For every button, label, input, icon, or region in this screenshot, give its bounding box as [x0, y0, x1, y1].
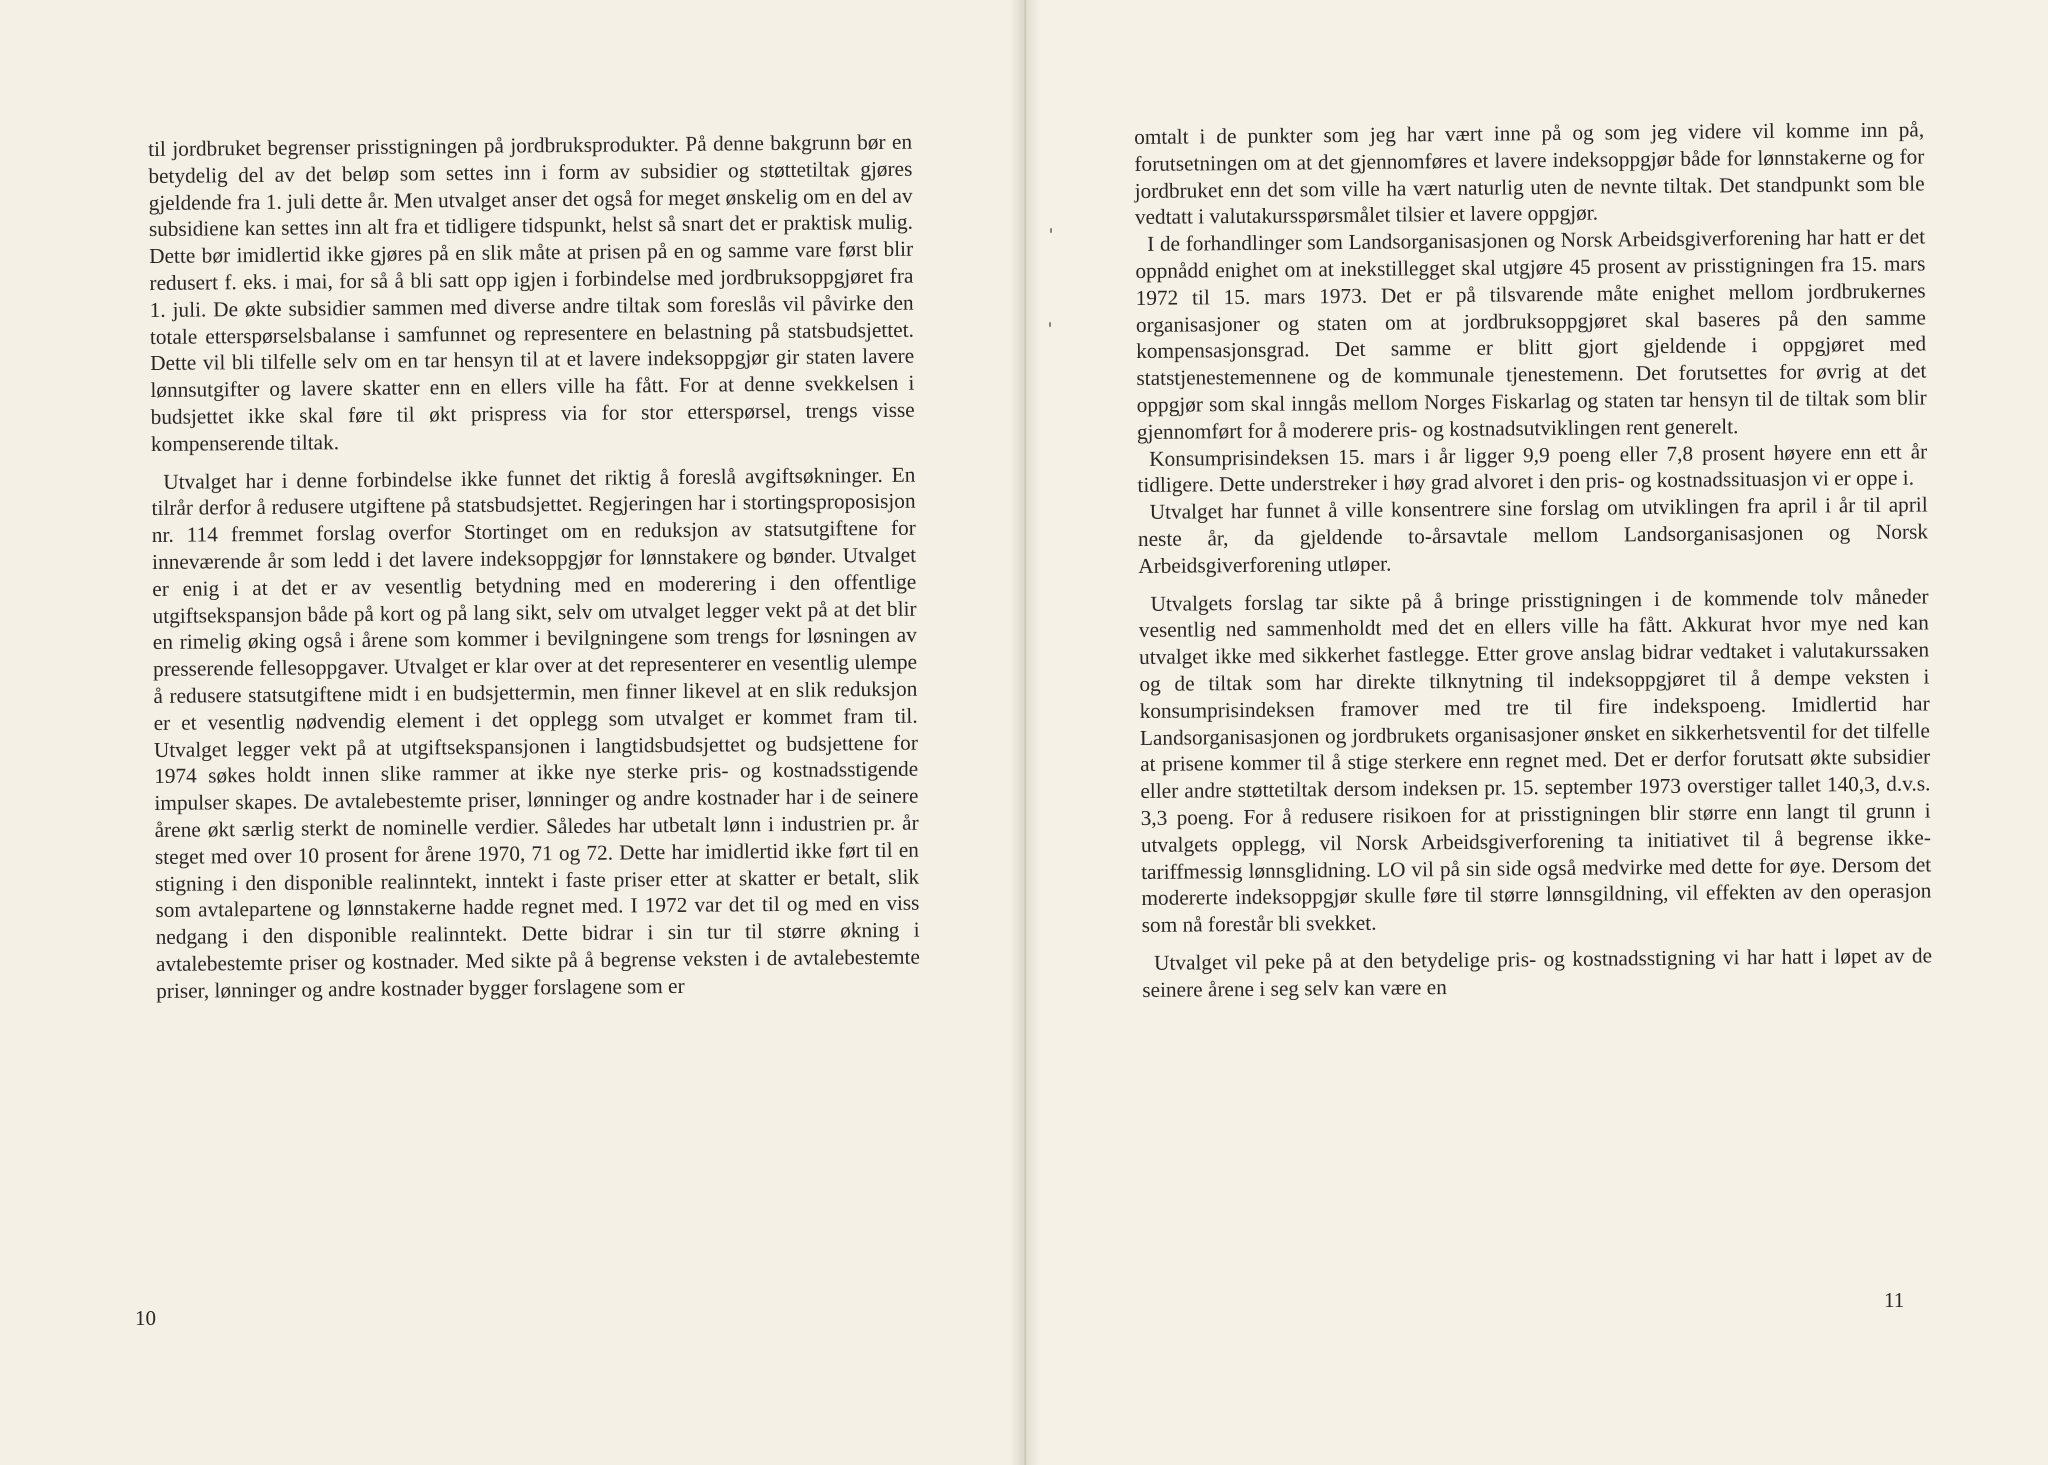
right-paragraph-5: Utvalgets forslag tar sikte på å bringe prisstigningen i de kommende tolv måneder vesentlig ned sammenholdt med det en ellers ville ha fått. Akkurat hvor mye ned kan utvalget ikke med sikkerhet fastlegge. Etter grove anslag bidrar vedtaket i valutakurssaken og de tiltak som har direkte tilknytning til indeksoppgjøret til å dempe veksten i konsumprisindeksen framover med tre til fire indekspoeng. Imidlertid har Landsorganisasjonen og jordbrukets organisasjoner ønsket en sikkerhetsventil for det tilfelle at prisene kommer til å stige sterkere enn regnet med. Det er derfor forutsatt økte subsidier eller andre støttetiltak dersom indeksen pr. 15. september 1973 overstiger tallet 140,3, d.v.s. 3,3 poeng. For å redusere risikoen for at prisstigningen blir større enn langt til grunn i utvalgets opplegg, vil Norsk Arbeidsgiverforening ta initiativet til å begrense ikke-tariffmessig lønnsglidning. LO vil på sin side også medvirke med dette for øye. Dersom det modererte indeksoppgjør skulle føre til større lønnsgildning, vil effekten av den operasjon som nå forestår bli svekket. [1138, 583, 1932, 938]
right-paragraph-2: I de forhandlinger som Landsorganisasjonen og Norsk Arbeidsgiverforening har hatt er det oppnådd enighet om at inekstillegget skal utgjøre 45 prosent av prisstigningen fra 15. mars 1972 til 15. mars 1973. Det er på tilsvarende måte enighet mellom jordbrukernes organisasjoner og staten om at jordbruksoppgjøret skal baseres på den samme kompensasjonsgrad. Det samme er blitt gjort gjeldende i oppgjøret med statstjenestemennene og de kommunale tjenestemenn. Det forutsettes for øvrig at det oppgjør som skal inngås mellom Norges Fiskarlag og staten tar hensyn til de tiltak som blir gjennomført for å moderere pris- og kostnadsutviklingen rent generelt. [1135, 224, 1927, 444]
page-number-right: 11 [1884, 1288, 1905, 1312]
right-paragraph-1: omtalt i de punkter som jeg har vært inne på og som jeg videre vil komme inn på, forutsetningen om at det gjennomføres et lavere indeksoppgjør både for lønnstakerne og for jordbruket enn det som ville ha vært naturlig uten de nevnte tiltak. Det standpunkt som ble vedtatt i valutakursspørsmålet tilsier et lavere oppgjør. [1134, 117, 1925, 230]
right-page [1022, 0, 2048, 1465]
right-paragraph-6: Utvalget vil peke på at den betydelige pris- og kostnadsstigning vi har hatt i løpet av de seinere årene i seg selv kan være en [1142, 943, 1933, 1002]
left-page-text [148, 129, 920, 1005]
left-paragraph-1: til jordbruket begrenser prisstigningen på jordbruksprodukter. På denne bakgrunn bør en betydelig del av det beløp som settes inn i form av subsidier og støttetiltak gjøres gjeldende fra 1. juli dette år. Men utvalget anser det også for meget ønskelig om en del av subsidiene kan settes inn alt fra et tidligere tidspunkt, helst så snart det er praktisk mulig. Dette bør imidlertid ikke gjøres på en slik måte at prisen på en og samme vare først blir redusert f. eks. i mai, for så å bli satt opp igjen i forbindelse med jordbruksoppgjøret fra 1. juli. De økte subsidier sammen med diverse andre tiltak som foreslås vil påvirke den totale etterspørselsbalanse i samfunnet og representere en belastning på statsbudsjettet. Dette vil bli tilfelle selv om en tar hensyn til at et lavere indeksoppgjør gir staten lavere lønnsutgifter og lavere skatter enn en ellers ville ha fått. For at denne svekkelsen i budsjettet ikke skal føre til økt prispress via for stor etterspørsel, trengs visse kompenserende tiltak. [148, 129, 915, 456]
paper-speck [1049, 322, 1051, 327]
page-number-left: 10 [135, 1306, 156, 1330]
paper-speck [1050, 228, 1052, 233]
left-paragraph-2: Utvalget har i denne forbindelse ikke funnet det riktig å foreslå avgiftsøkninger. En tilrår derfor å redusere utgiftene på statsbudsjettet. Regjeringen har i stortingsproposisjon nr. 114 fremmet forslag overfor Stortinget om en reduksjon av statsutgiftene for inneværende år som ledd i det lavere indeksoppgjør for lønnstakere og bønder. Utvalget er enig i at det er av vesentlig betydning med en moderering i den offentlige utgiftsekspansjon både på kort og på lang sikt, selv om utvalget legger vekt på at det blir en rimelig øking også i årene som kommer i bevilgningene som trengs for løsningen av presserende fellesoppgaver. Utvalget er klar over at det representerer en vesentlig ulempe å redusere statsutgiftene midt i en budsjettermin, men finner likevel at en slik reduksjon er et vesentlig nødvendig element i det opplegg som utvalget er kommet fram til. Utvalget legger vekt på at utgiftsekspansjonen i langtidsbudsjettet og budsjettene for 1974 søkes holdt innen slike rammer at ikke nye sterke pris- og kostnadsstigende impulser skapes. De avtalebestemte priser, lønninger og andre kostnader har i de seinere årene økt særlig sterkt de nominelle verdier. Således har utbetalt lønn i industrien pr. år steget med over 10 prosent for årene 1970, 71 og 72. Dette har imidlertid ikke ført til en stigning i den disponible realinntekt, inntekt i faste priser etter at skatter er betalt, slik som avtalepartene og lønnstakerne hadde regnet med. I 1972 var det til og med en viss nedgang i den disponible realinntekt. Dette bidrar i sin tur til større økning i avtalebestemte priser og kostnader. Med sikte på å begrense veksten i de avtalebestemte priser, lønninger og andre kostnader bygger forslagene som er [151, 462, 921, 1003]
right-paragraph-3: Konsumprisindeksen 15. mars i år ligger 9,9 poeng eller 7,8 prosent høyere enn ett år tidligere. Dette understreker i høy grad alvoret i den pris- og kostnadssituasjon vi er oppe i. [1137, 438, 1928, 498]
left-page [0, 0, 1020, 1465]
book-gutter [1010, 0, 1040, 1465]
right-paragraph-4: Utvalget har funnet å ville konsentrere sine forslag om utviklingen fra april i år til april neste år, da gjeldende to-årsavtale mellom Landsorganisasjonen og Norsk Arbeidsgiverforening utløper. [1137, 492, 1929, 578]
right-page-text [1134, 116, 1932, 1003]
